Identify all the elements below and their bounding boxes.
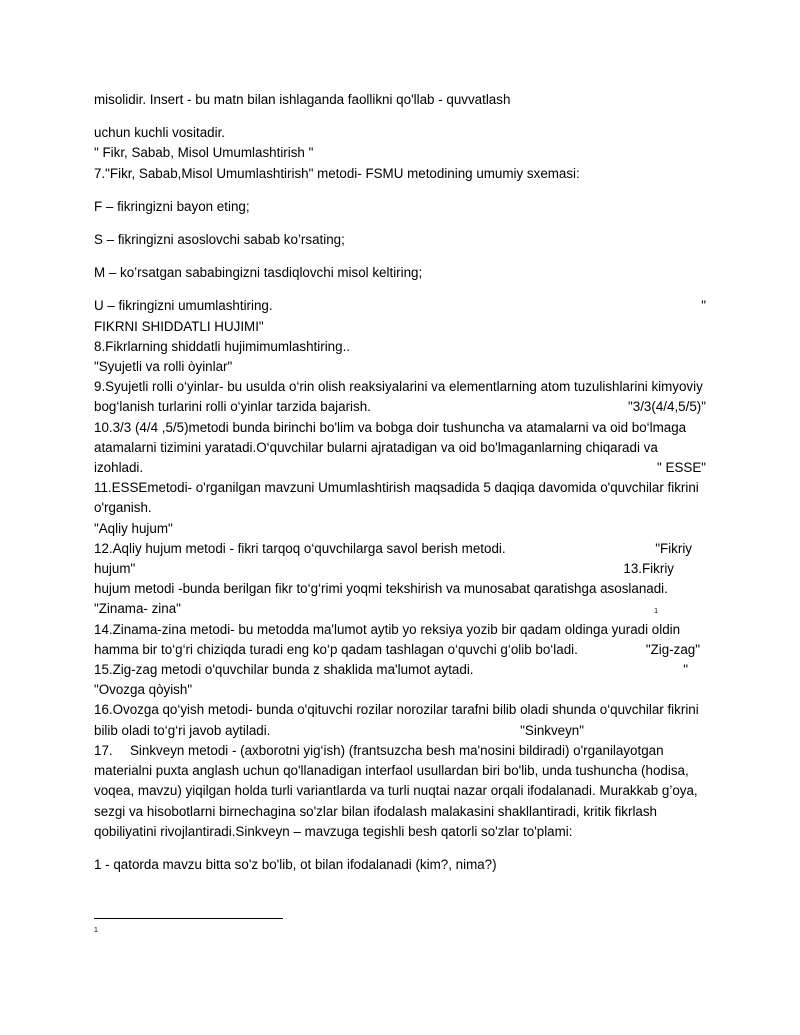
paragraph-line: 7."Fikr, Sabab,Misol Umumlashtirish" metodi- FSMU metodining umumiy sxemasi:: [94, 165, 580, 181]
paragraph-line: atamalarni tizimini yaratadi.O‘quvchilar bularni ajratadigan va oid bo'lmaganlarning chiqaradi va: [94, 439, 658, 455]
line-start-text: hujum": [94, 561, 136, 577]
list-item: S – fikringizni asoslovchi sabab ko’rsating;: [94, 232, 345, 248]
paragraph-line: 10.3/3 (4/4 ,5/5)metodi bunda birinchi bo'lim va bobga doir tushuncha va atamalarni va oid bo‘lmaga: [94, 419, 687, 435]
paragraph-line: "Zinama- zina" 1: [94, 599, 706, 619]
paragraph-line: [94, 721, 706, 741]
paragraph-line: 8.Fikrlarning shiddatli hujimimumlashtiring..: [94, 338, 351, 354]
paragraph-line: voqea, mavzu) yiqilgan holda turli variantlarda va turli nuqtai nazar orqali ifodalanadi. Murakkab g’oya,: [94, 783, 698, 799]
paragraph-line: misolidir. Insert - bu matn bilan ishlaganda faollikni qo'llab - quvvatlash: [94, 92, 511, 107]
paragraph-line: materialni puxta anglash uchun qo'llanadigan interfaol usullardan biri bo'lib, unda tushuncha (hodisa,: [94, 763, 689, 779]
list-item: U – fikringizni umumlashtiring.: [94, 298, 273, 314]
list-item: F – fikringizni bayon eting;: [94, 198, 250, 214]
line-start-text: 15.Zig-zag metodi o'quvchilar bunda z shaklida ma'lumot aytadi.: [94, 662, 474, 678]
list-item: M – ko’rsatgan sababingizni tasdiqlovchi misol keltiring;: [94, 265, 423, 281]
line-start-text: hamma bir to‘g‘ri chiziqda turadi eng ko‘p qadam tashlagan o‘quvchi g‘olib bo‘ladi.: [94, 641, 578, 657]
section-heading: "Fikriy: [655, 540, 692, 556]
paragraph-line: [94, 458, 706, 478]
section-heading: " ESSE": [657, 460, 706, 476]
section-heading: "Zig-zag": [645, 641, 700, 657]
line-start-text: 12.Aqliy hujum metodi - fikri tarqoq o‘quvchilarga savol berish metodi.: [94, 540, 506, 556]
paragraph-line: 9.Syujetli rolli o‘yinlar- bu usulda o‘rin olish reaksiyalarini va elementlarning atom tuzulishlarini kimyoviy: [94, 379, 703, 395]
section-heading: "Zinama- zina": [94, 601, 181, 617]
paragraph-line: 1 - qatorda mavzu bitta so'z bo'lib, ot bilan ifodalanadi (kim?, nima?): [94, 856, 497, 872]
paragraph-line: [94, 660, 706, 680]
section-heading: "Aqliy hujum": [94, 520, 173, 536]
section-heading: "3/3(4/4,5/5)": [628, 399, 706, 415]
section-heading: FIKRNI SHIDDATLI HUJIMI": [94, 318, 264, 334]
footnote-mark: 1: [94, 927, 98, 934]
section-heading: "Syujetli va rolli òyinlar": [94, 359, 233, 375]
line-text: Sinkveyn metodi - (axborotni yig‘ish) (frantsuzcha besh ma'nosini bildiradi) o'rganilayotgan: [130, 742, 664, 758]
line-start-text: bilib oladi to‘g‘ri javob aytiladi.: [94, 722, 271, 738]
paragraph-line: qobiliyatini rivojlantiradi.Sinkveyn – mavzuga tegishli besh qatorli so'zlar to'plami:: [94, 823, 573, 839]
paragraph-line: sezgi va hisobotlarni birnechagina so'zlar bilan ifodalash malakasini shakllantiradi, kritik fikrlash: [94, 803, 658, 819]
paragraph-line: 11.ESSEmetodi- o'rganilgan mavzuni Umumlashtirish maqsadida 5 daqiqa davomida o'quvchilar fikrini: [94, 480, 699, 496]
paragraph-line: uchun kuchli vositadir.: [94, 125, 226, 141]
paragraph-line: o'rganish.: [94, 500, 152, 516]
paragraph-line: [94, 741, 706, 761]
paragraph-line: 16.Ovozga qo‘yish metodi- bunda o'qituvchi rozilar norozilar tarafni bilib oladi shunda o‘quvchilar fikrini: [94, 702, 699, 718]
paragraph-line: [94, 640, 706, 660]
line-start-text: bog‘lanish turlarini rolli o‘yinlar tarzida bajarish.: [94, 399, 371, 415]
line-end-text: ": [701, 298, 706, 314]
paragraph-line: [94, 559, 706, 579]
section-heading: "Ovozga qòyish": [94, 682, 193, 698]
section-heading: " Fikr, Sabab, Misol Umumlashtirish ": [94, 145, 314, 161]
line-end-text: ": [683, 662, 688, 678]
footnote-separator: [94, 918, 283, 919]
paragraph-line: 14.Zinama-zina metodi- bu metodda ma'lumot aytib yo reksiya yozib bir qadam oldinga yuradi oldin: [94, 621, 681, 637]
line-end-text: 13.Fikriy: [623, 561, 674, 577]
paragraph-line: [94, 296, 706, 316]
paragraph-line: [94, 397, 706, 417]
document-body: [94, 90, 706, 875]
line-start-text: izohladi.: [94, 460, 144, 476]
section-heading: "Sinkveyn": [520, 722, 584, 738]
paragraph-line: hujum metodi -bunda berilgan fikr to‘g‘rimi yoqmi tekshirish va munosabat qaratishga asoslanadi.: [94, 581, 668, 597]
paragraph-line: [94, 539, 706, 559]
item-number: 17.: [94, 742, 113, 758]
